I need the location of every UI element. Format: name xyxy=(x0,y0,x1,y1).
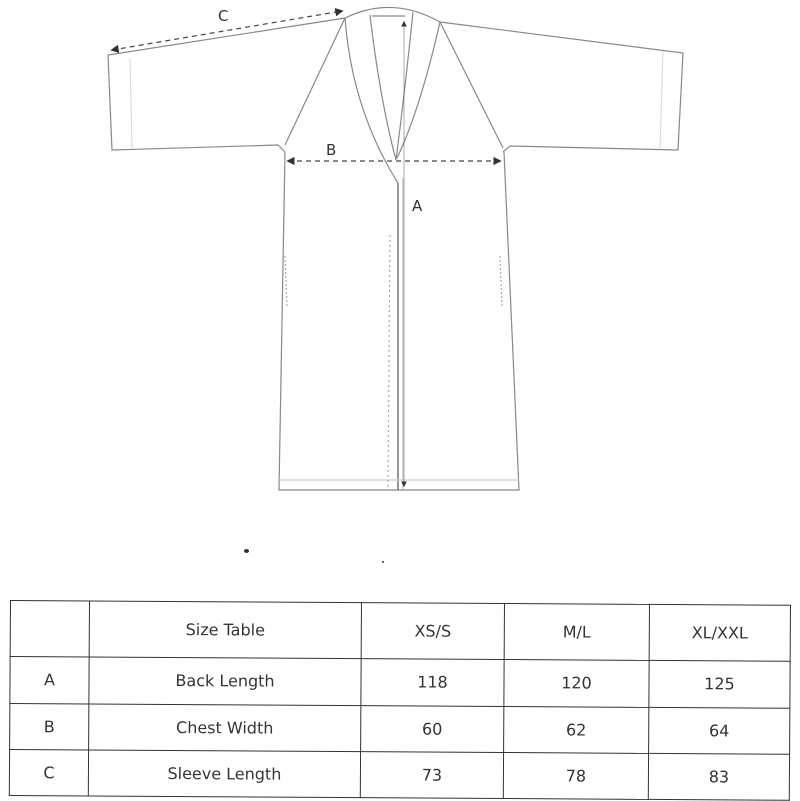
row-value-m-l: 62 xyxy=(504,706,649,753)
header-size-xs-s: XS/S xyxy=(361,603,504,660)
table-row xyxy=(10,703,790,754)
row-label: Chest Width xyxy=(89,703,361,751)
row-label: Back Length xyxy=(89,657,361,705)
row-value-xl-xxl: 83 xyxy=(648,753,789,800)
row-value-m-l: 78 xyxy=(503,752,648,799)
dimension-b-label: B xyxy=(326,141,337,159)
header-key-cell xyxy=(10,601,89,658)
header-title-cell: Size Table xyxy=(89,601,361,659)
dimension-c-label: C xyxy=(218,7,229,25)
header-size-xl-xxl: XL/XXL xyxy=(649,604,790,661)
row-key: A xyxy=(10,657,89,704)
row-value-xl-xxl: 125 xyxy=(649,661,790,708)
size-table-container xyxy=(9,600,790,801)
row-key: B xyxy=(10,703,89,750)
row-value-xl-xxl: 64 xyxy=(649,707,790,754)
dimension-a-label: A xyxy=(412,197,423,215)
table-header-row xyxy=(10,601,790,662)
row-key: C xyxy=(9,749,88,796)
table-row xyxy=(9,749,789,800)
row-label: Sleeve Length xyxy=(88,750,360,798)
scan-speck xyxy=(382,561,384,563)
size-table xyxy=(9,600,791,801)
row-value-m-l: 120 xyxy=(504,660,649,707)
robe-outline xyxy=(108,7,683,490)
row-value-xs-s: 118 xyxy=(361,659,504,706)
row-value-xs-s: 73 xyxy=(360,751,503,798)
header-size-m-l: M/L xyxy=(504,604,649,661)
table-row xyxy=(10,657,790,708)
row-value-xs-s: 60 xyxy=(361,705,504,752)
scan-speck xyxy=(244,549,249,553)
